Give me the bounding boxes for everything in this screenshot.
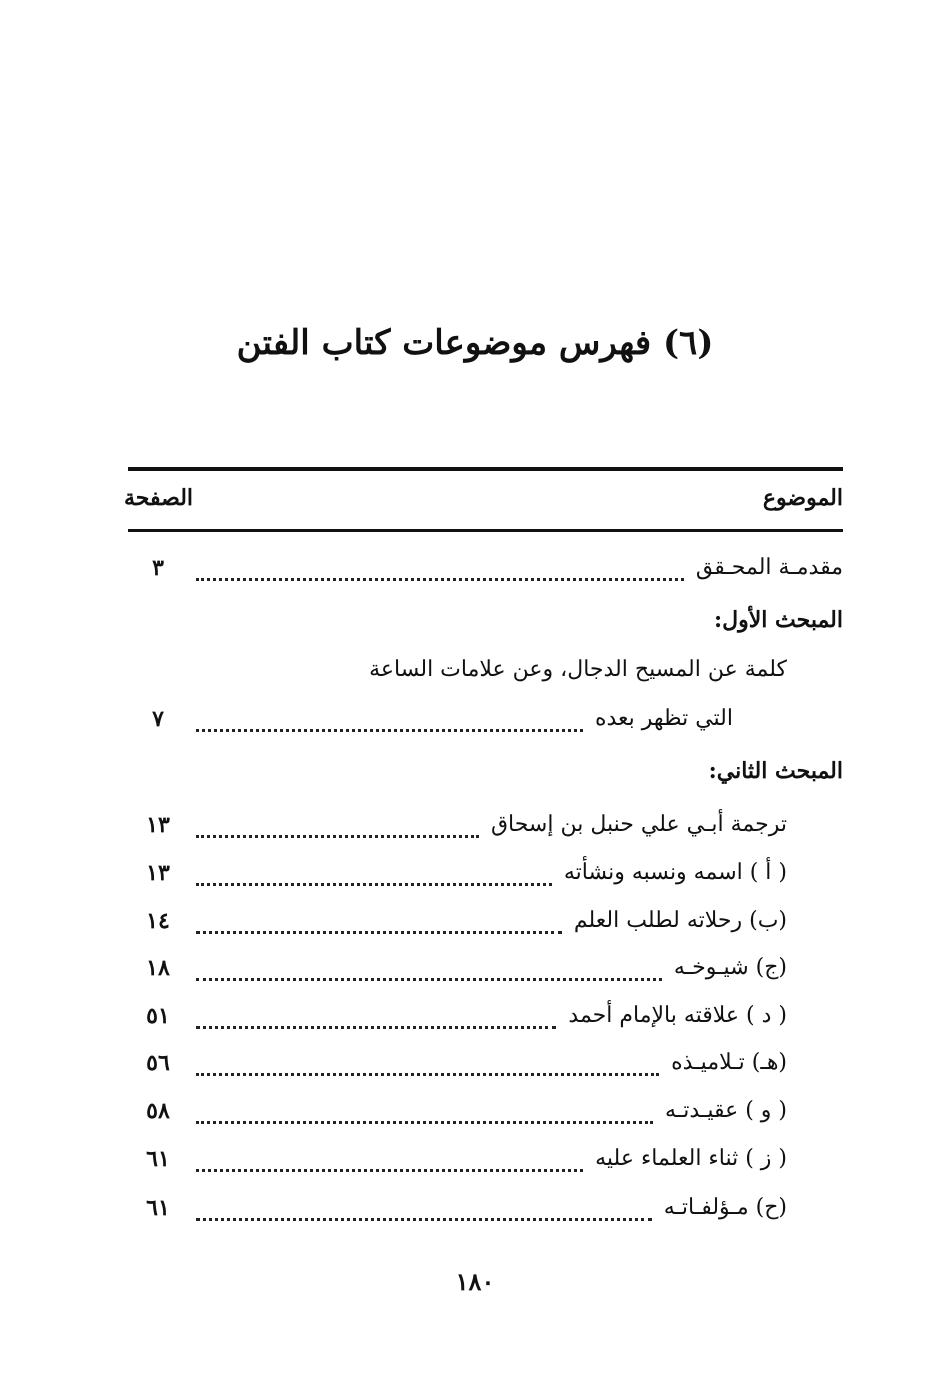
leader-dots: [196, 1002, 556, 1029]
toc-entry-title: (هـ) تـلاميـذه: [671, 1041, 787, 1085]
toc-entry: [128, 1089, 843, 1133]
toc-entry-page: ١٤: [146, 908, 170, 934]
toc-entry-title: ( ز ) ثناء العلماء عليه: [595, 1137, 787, 1181]
toc-entry: [128, 1186, 843, 1230]
page-number: ١٨٠: [455, 1267, 495, 1296]
toc-entry-page: ١٣: [146, 860, 170, 886]
toc-entry-title: المبحث الثاني:: [709, 749, 843, 793]
leader-dots: [196, 907, 562, 934]
leader-dots: [196, 1049, 659, 1076]
toc-entry-page: ٥٦: [146, 1050, 170, 1076]
leader-dots: [196, 811, 479, 838]
toc-entry-page: ٦١: [146, 1195, 170, 1221]
leader-dots: [196, 954, 662, 981]
leader-dots: [196, 1194, 652, 1221]
toc-entry-title: ( أ ) اسمه ونسبه ونشأته: [564, 851, 787, 895]
toc-entry-title: (ح) مـؤلفـاتـه: [664, 1186, 787, 1230]
toc-entry-page: ١٣: [146, 812, 170, 838]
leader-dots: [196, 859, 552, 886]
toc-entry-title: ( و ) عقيـدتـه: [665, 1089, 787, 1133]
page-column-header: الصفحة: [124, 485, 194, 511]
toc-entry: [128, 899, 843, 943]
toc-entry-page: ١٨: [146, 955, 170, 981]
toc-entry-page: ٥١: [146, 1003, 170, 1029]
page-title: (٦) فهرس موضوعات كتاب الفتن: [236, 323, 714, 363]
toc-entry: [128, 697, 843, 741]
leader-dots: [196, 1145, 583, 1172]
leader-dots: [196, 1097, 653, 1124]
toc-entry: [128, 994, 843, 1038]
toc-entry-title: ترجمة أبـي علي حنبل بن إسحاق: [491, 803, 787, 847]
leader-dots: [196, 705, 583, 732]
toc-entry: [128, 648, 843, 692]
toc-entry-title: كلمة عن المسيح الدجال، وعن علامات الساعة: [369, 648, 787, 692]
toc-entry-page: ٣: [152, 555, 164, 581]
toc-entry: [128, 1137, 843, 1181]
toc-entry-page: ٦١: [146, 1146, 170, 1172]
toc-entry: [128, 749, 843, 793]
header-top-rule: [128, 467, 843, 471]
toc-entry-title: التي تظهر بعده: [595, 697, 733, 741]
toc-entry: [128, 598, 843, 642]
toc-entry-title: المبحث الأول:: [714, 598, 843, 642]
toc-entry-title: (ج) شيـوخـه: [674, 946, 787, 990]
toc-entry: [128, 851, 843, 895]
topic-column-header: الموضوع: [762, 485, 843, 511]
toc-entry: [128, 803, 843, 847]
toc-entry-page: ٧: [152, 706, 164, 732]
toc-entry-title: ( د ) علاقته بالإمام أحمد: [568, 994, 787, 1038]
toc-entry-title: مقدمـة المحـقق: [696, 546, 843, 590]
toc-entry: [128, 546, 843, 590]
leader-dots: [196, 554, 684, 581]
header-bottom-rule: [128, 529, 843, 532]
toc-entry: [128, 946, 843, 990]
toc-entry-page: ٥٨: [146, 1098, 170, 1124]
toc-entry: [128, 1041, 843, 1085]
toc-entry-title: (ب) رحلاته لطلب العلم: [574, 899, 787, 943]
